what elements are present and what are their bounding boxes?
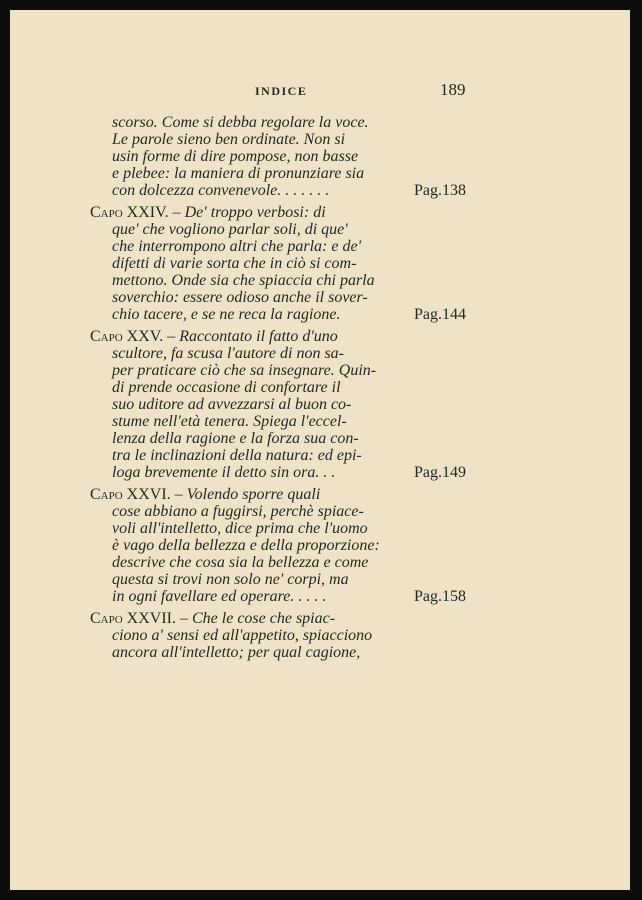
index-entry — [90, 204, 470, 323]
book-page — [10, 10, 630, 890]
entry-line: usin forme di dire pompose, non basse — [112, 148, 359, 165]
entry-line: scultore, fa scusa l'autore di non sa- — [112, 345, 344, 362]
entry-line: è vago della bellezza e della proporzione: — [112, 537, 380, 554]
entry-page-number: 149 — [442, 464, 466, 481]
entry-page-number: 144 — [442, 306, 466, 323]
entry-line: voli all'intelletto, dice prima che l'uomo — [112, 520, 368, 537]
entry-line: tra le inclinazioni della natura: ed epi- — [112, 447, 362, 464]
entry-line: ciono a' sensi ed all'appetito, spiacciono — [112, 627, 373, 644]
entry-line: soverchio: essere odioso anche il sover- — [112, 289, 368, 306]
entry-line: ancora all'intelletto; per qual cagione, — [112, 644, 361, 661]
entry-line: difetti di varie sorta che in ciò si com- — [112, 255, 357, 272]
entry-line: mettono. Onde sia che spiaccia chi parla — [112, 272, 375, 289]
entry-line: Capo XXVII. – Che le cose che spiac- — [90, 610, 336, 627]
entry-line: Capo XXIV. – De' troppo verbosi: di — [90, 204, 326, 221]
index-entry — [90, 610, 470, 661]
entry-line: che interrompono altri che parla: e de' — [112, 238, 361, 255]
entry-page-number: 158 — [442, 588, 466, 605]
entry-line: scorso. Come si debba regolare la voce. — [112, 114, 369, 131]
entry-line: in ogni favellare ed operare. . . . . Pag. 158 — [112, 588, 466, 605]
entry-line: per praticare ciò che sa insegnare. Quin- — [112, 362, 377, 379]
entry-line: con dolcezza convenevole. . . . . . . Pag. 138 — [112, 182, 466, 199]
running-title: INDICE — [255, 84, 308, 98]
entry-line: di prende occasione di confortare il — [112, 379, 341, 396]
pag-label: Pag. — [414, 464, 442, 481]
entry-line: loga brevemente il detto sin ora. . . Pag. 149 — [112, 464, 466, 481]
entry-line: suo uditore ad avvezzarsi al buon co- — [112, 396, 352, 413]
index-entry — [90, 114, 470, 199]
index-entry — [90, 486, 470, 605]
entry-line: Capo XXVI. – Volendo sporre quali — [90, 486, 321, 503]
entry-line: stume nell'età tenera. Spiega l'eccel- — [112, 413, 347, 430]
pag-label: Pag. — [414, 588, 442, 605]
chapter-label: Capo XXIV. — [90, 204, 169, 221]
chapter-label: Capo XXVI. — [90, 486, 171, 503]
index-entries — [90, 114, 470, 666]
entry-line: descrive che cosa sia la bellezza e come — [112, 554, 369, 571]
entry-line: Le parole sieno ben ordinate. Non si — [112, 131, 346, 148]
entry-line: Capo XXV. – Raccontato il fatto d'uno — [90, 328, 338, 345]
chapter-label: Capo XXVII. — [90, 610, 176, 627]
entry-line: lenza della ragione e la forza sua con- — [112, 430, 359, 447]
pag-label: Pag. — [414, 306, 442, 323]
entry-page-number: 138 — [442, 182, 466, 199]
index-entry — [90, 328, 470, 481]
entry-line: cose abbiano a fuggirsi, perchè spiace- — [112, 503, 364, 520]
chapter-label: Capo XXV. — [90, 328, 164, 345]
entry-line: que' che vogliono parlar soli, di que' — [112, 221, 348, 238]
pag-label: Pag. — [414, 182, 442, 199]
entry-line: e plebee: la maniera di pronunziare sia — [112, 165, 365, 182]
entry-line: chio tacere, e se ne reca la ragione. Pag. 144 — [112, 306, 466, 323]
page-header — [10, 80, 630, 104]
entry-line: questa si trovi non solo ne' corpi, ma — [112, 571, 349, 588]
page-number: 189 — [440, 80, 466, 99]
